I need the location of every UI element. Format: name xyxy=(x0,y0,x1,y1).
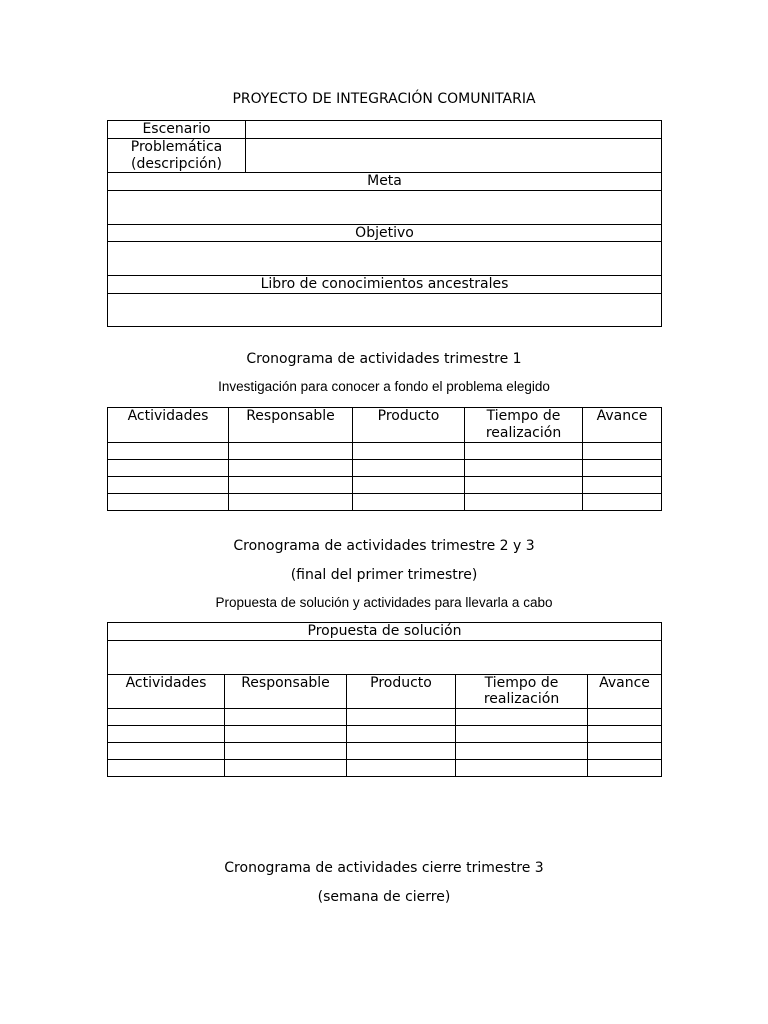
table-row xyxy=(108,443,662,460)
table-row xyxy=(108,477,662,494)
schedule-table-trimestre-1 xyxy=(107,407,662,511)
column-header-tiempo: Tiempo de realización xyxy=(465,408,583,443)
table-cell[interactable] xyxy=(108,742,225,759)
table-cell[interactable] xyxy=(225,759,347,776)
table-cell[interactable] xyxy=(229,494,353,511)
section3-heading: Cronograma de actividades cierre trimestre 3 xyxy=(224,860,544,876)
section2-note: (final del primer trimestre) xyxy=(290,567,478,583)
column-header-tiempo: Tiempo de realización xyxy=(456,674,588,708)
section2-heading: Cronograma de actividades trimestre 2 y 3 xyxy=(233,538,535,554)
table-row xyxy=(108,759,662,776)
table-row xyxy=(108,725,662,742)
table-cell[interactable] xyxy=(465,494,583,511)
table-cell[interactable] xyxy=(588,742,662,759)
scenario-field[interactable] xyxy=(246,121,662,139)
table-cell[interactable] xyxy=(108,443,229,460)
table-row xyxy=(108,494,662,511)
project-info-table xyxy=(107,120,662,327)
table-cell[interactable] xyxy=(108,477,229,494)
column-header-avance: Avance xyxy=(583,408,662,443)
table-cell[interactable] xyxy=(583,477,662,494)
table-cell[interactable] xyxy=(588,725,662,742)
table-row xyxy=(108,708,662,725)
table-cell[interactable] xyxy=(347,759,456,776)
table-cell[interactable] xyxy=(108,460,229,477)
objective-field[interactable] xyxy=(108,242,662,276)
table-cell[interactable] xyxy=(583,460,662,477)
problem-label-line1: Problemática xyxy=(130,139,223,155)
table-cell[interactable] xyxy=(583,494,662,511)
column-header-actividades: Actividades xyxy=(108,408,229,443)
problem-field[interactable] xyxy=(246,139,662,173)
problem-label xyxy=(108,139,246,173)
column-header-actividades: Actividades xyxy=(108,674,225,708)
section3-note: (semana de cierre) xyxy=(317,889,451,905)
table-cell[interactable] xyxy=(588,759,662,776)
table-cell[interactable] xyxy=(353,477,465,494)
table-cell[interactable] xyxy=(229,477,353,494)
table-cell[interactable] xyxy=(347,742,456,759)
table-cell[interactable] xyxy=(225,708,347,725)
section2-subheading: Propuesta de solución y actividades para llevarla a cabo xyxy=(215,595,553,610)
table-cell[interactable] xyxy=(456,725,588,742)
column-header-responsable: Responsable xyxy=(225,674,347,708)
problem-label-line2: (descripción) xyxy=(131,155,222,172)
table-row xyxy=(108,460,662,477)
table-cell[interactable] xyxy=(583,443,662,460)
solution-field[interactable] xyxy=(108,640,662,674)
table-cell[interactable] xyxy=(353,494,465,511)
schedule-table-trimestre-2-3 xyxy=(107,622,662,777)
section1-heading: Cronograma de actividades trimestre 1 xyxy=(246,351,522,367)
table-cell[interactable] xyxy=(229,443,353,460)
book-field[interactable] xyxy=(108,293,662,326)
table-row xyxy=(108,742,662,759)
book-label: Libro de conocimientos ancestrales xyxy=(108,276,662,294)
table-cell[interactable] xyxy=(465,443,583,460)
document-title: PROYECTO DE INTEGRACIÓN COMUNITARIA xyxy=(232,91,536,107)
table-cell[interactable] xyxy=(465,460,583,477)
table-cell[interactable] xyxy=(108,759,225,776)
goal-field[interactable] xyxy=(108,190,662,224)
table-cell[interactable] xyxy=(108,725,225,742)
table-cell[interactable] xyxy=(353,443,465,460)
table-cell[interactable] xyxy=(347,708,456,725)
table-cell[interactable] xyxy=(108,708,225,725)
column-header-producto: Producto xyxy=(347,674,456,708)
objective-label: Objetivo xyxy=(108,224,662,242)
table-cell[interactable] xyxy=(225,742,347,759)
column-header-avance: Avance xyxy=(588,674,662,708)
column-header-responsable: Responsable xyxy=(229,408,353,443)
table-cell[interactable] xyxy=(456,742,588,759)
column-header-producto: Producto xyxy=(353,408,465,443)
solution-label: Propuesta de solución xyxy=(108,623,662,641)
table-cell[interactable] xyxy=(456,759,588,776)
table-cell[interactable] xyxy=(347,725,456,742)
table-cell[interactable] xyxy=(465,477,583,494)
scenario-label: Escenario xyxy=(108,121,246,139)
table-cell[interactable] xyxy=(225,725,347,742)
table-cell[interactable] xyxy=(353,460,465,477)
table-cell[interactable] xyxy=(456,708,588,725)
section1-subheading: Investigación para conocer a fondo el problema elegido xyxy=(218,379,550,394)
goal-label: Meta xyxy=(108,173,662,191)
table-cell[interactable] xyxy=(229,460,353,477)
table-cell[interactable] xyxy=(588,708,662,725)
table-cell[interactable] xyxy=(108,494,229,511)
